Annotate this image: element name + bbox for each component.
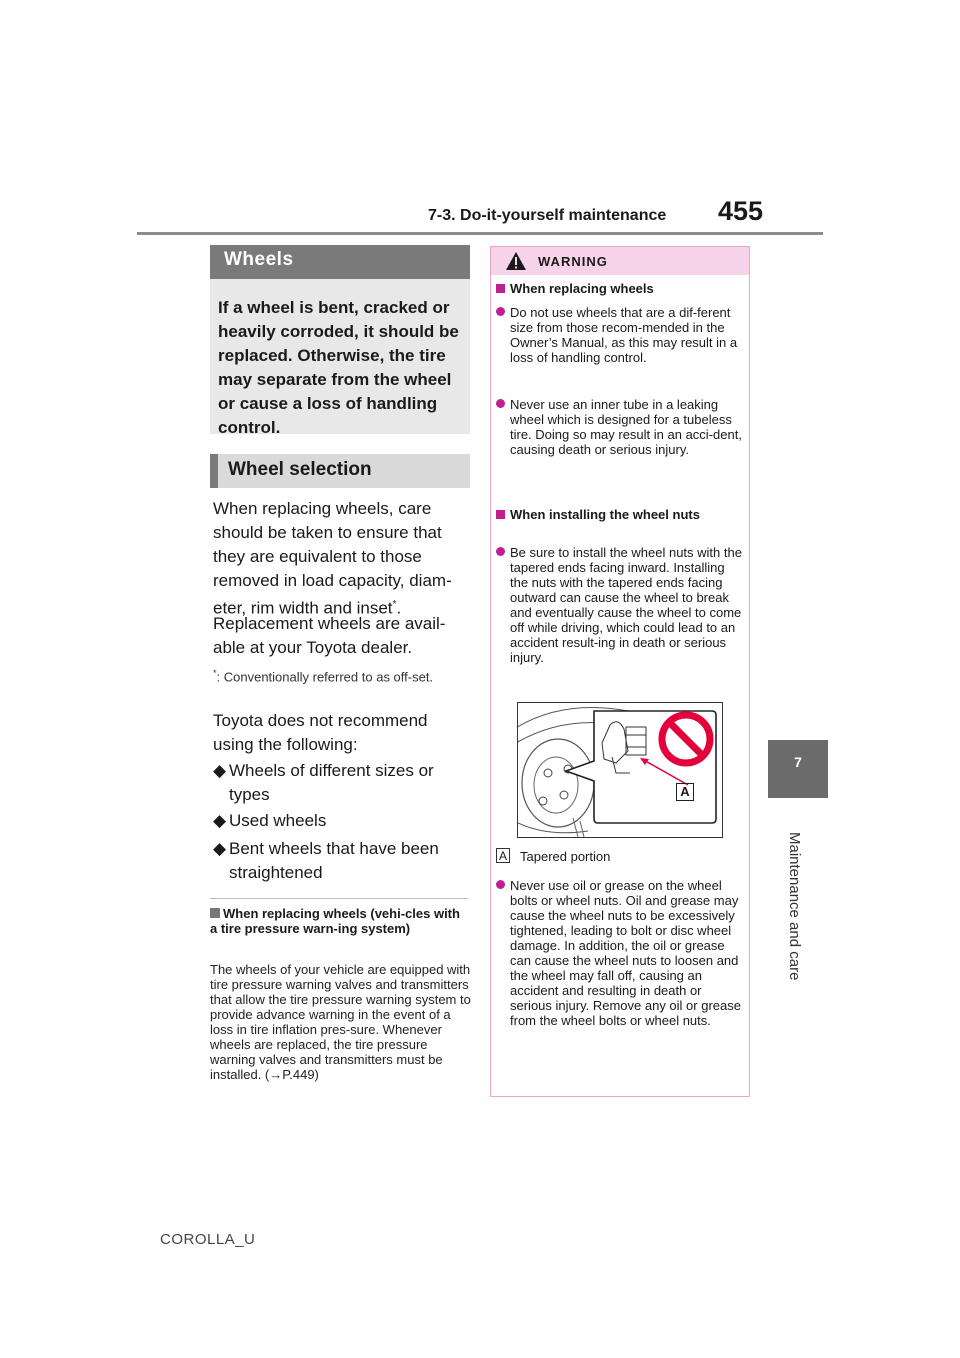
- header-rule: [137, 232, 823, 235]
- warning-label: WARNING: [538, 254, 608, 269]
- callout-key-label: A: [496, 848, 510, 863]
- warning-subheading: [496, 281, 746, 296]
- list-item: [213, 809, 327, 833]
- list-item: [213, 837, 439, 882]
- note-body: The wheels of your vehicle are equipped with tire pressure warning valves and transmitters that allow the tire pressure warning system to provide advance warning in the event of a loss in tire inflation pres-sure. Whenever wheels are replaced, the tire pressure warning valves and transmitters must be installed. (→P.449): [210, 962, 471, 1082]
- prohibition-icon: [658, 711, 714, 767]
- chapter-number: 7: [794, 754, 802, 770]
- warning-header: [491, 247, 749, 275]
- callout-label-a-icon: A: [676, 783, 694, 801]
- paragraph-end: .: [396, 598, 402, 618]
- warning-item-text: Never use an inner tube in a leaking wheel which is designed for a tubeless tire. Doing so may result in an acci-dent, causing death or serious injury.: [510, 397, 742, 457]
- circle-bullet-icon: [496, 880, 505, 889]
- chapter-side-label: Maintenance and care: [786, 832, 803, 981]
- wheel-selection-heading: Wheel selection: [210, 454, 470, 488]
- warning-item-text: Never use oil or grease on the wheel bolts or wheel nuts. Oil and grease may cause the wheel nuts to be excessively tightened, leading to bolt or disc wheel damage. In addition, the oil or grease can cause the wheel nuts to loosen and the wheel may fall off, causing an accident and resulting in death or serious injury. Remove any oil or grease from the wheel bolts or wheel nuts.: [510, 878, 741, 1028]
- circle-bullet-icon: [496, 307, 505, 316]
- wheels-heading: Wheels: [210, 245, 470, 279]
- footer-model-name: COROLLA_U: [160, 1231, 256, 1248]
- list-item-text: Wheels of different sizes or types: [229, 761, 434, 804]
- warning-subheading-text: When installing the wheel nuts: [510, 507, 700, 522]
- section-title: 7-3. Do-it-yourself maintenance: [428, 207, 667, 224]
- divider: [210, 898, 468, 899]
- footnote-text: : Conventionally referred to as off-set.: [216, 669, 434, 685]
- illustration-caption: Tapered portion: [520, 849, 611, 864]
- list-item-text: Used wheels: [229, 811, 327, 830]
- footnote-reference: *: [392, 599, 397, 610]
- paragraph-dealer: Replacement wheels are avail-able at your Toyota dealer.: [213, 614, 446, 657]
- footnote-mark: *: [213, 668, 217, 678]
- note-title-text: When replacing wheels (vehi-cles with a tire pressure warn-ing system): [210, 906, 460, 936]
- square-bullet-icon: [496, 284, 505, 293]
- diamond-bullet-icon: ◆: [213, 811, 227, 830]
- warning-triangle-icon: [505, 251, 527, 271]
- square-bullet-icon: [496, 510, 505, 519]
- list-item-text: Bent wheels that have been straightened: [229, 839, 439, 882]
- list-item: [213, 759, 434, 804]
- warning-item-text: Do not use wheels that are a dif-ferent size from those recom-mended in the Owner’s Manual, as this may result in a loss of handling control.: [510, 305, 738, 365]
- warning-subheading: [496, 507, 746, 522]
- warning-subheading-text: When replacing wheels: [510, 281, 654, 296]
- circle-bullet-icon: [496, 399, 505, 408]
- wheels-intro-text: If a wheel is bent, cracked or heavily corroded, it should be replaced. Otherwise, the tire may separate from the wheel or cause a loss of handling control.: [218, 298, 459, 437]
- paragraph-text: When replacing wheels, care should be taken to ensure that they are equivalent to those removed in load capacity, diam-eter, rim width and inset: [213, 499, 452, 618]
- page-number: 455: [718, 196, 764, 226]
- paragraph-equivalent-wheels: [213, 497, 471, 621]
- warning-item-text: Be sure to install the wheel nuts with the tapered ends facing inward. Installing the nuts with the tapered ends facing outward can cause the wheel to break and eventually cause the wheel to come off while driving, which could lead to an accident result-ing in death or serious injury.: [510, 545, 742, 665]
- circle-bullet-icon: [496, 547, 505, 556]
- note-title: [210, 906, 470, 936]
- diamond-bullet-icon: ◆: [213, 839, 227, 858]
- diamond-bullet-icon: ◆: [213, 761, 227, 780]
- footnote: [213, 664, 471, 686]
- square-bullet-icon: [210, 908, 220, 918]
- wheel-nut-illustration: [517, 702, 723, 838]
- paragraph-not-recommend: Toyota does not recommend using the following:: [213, 711, 428, 754]
